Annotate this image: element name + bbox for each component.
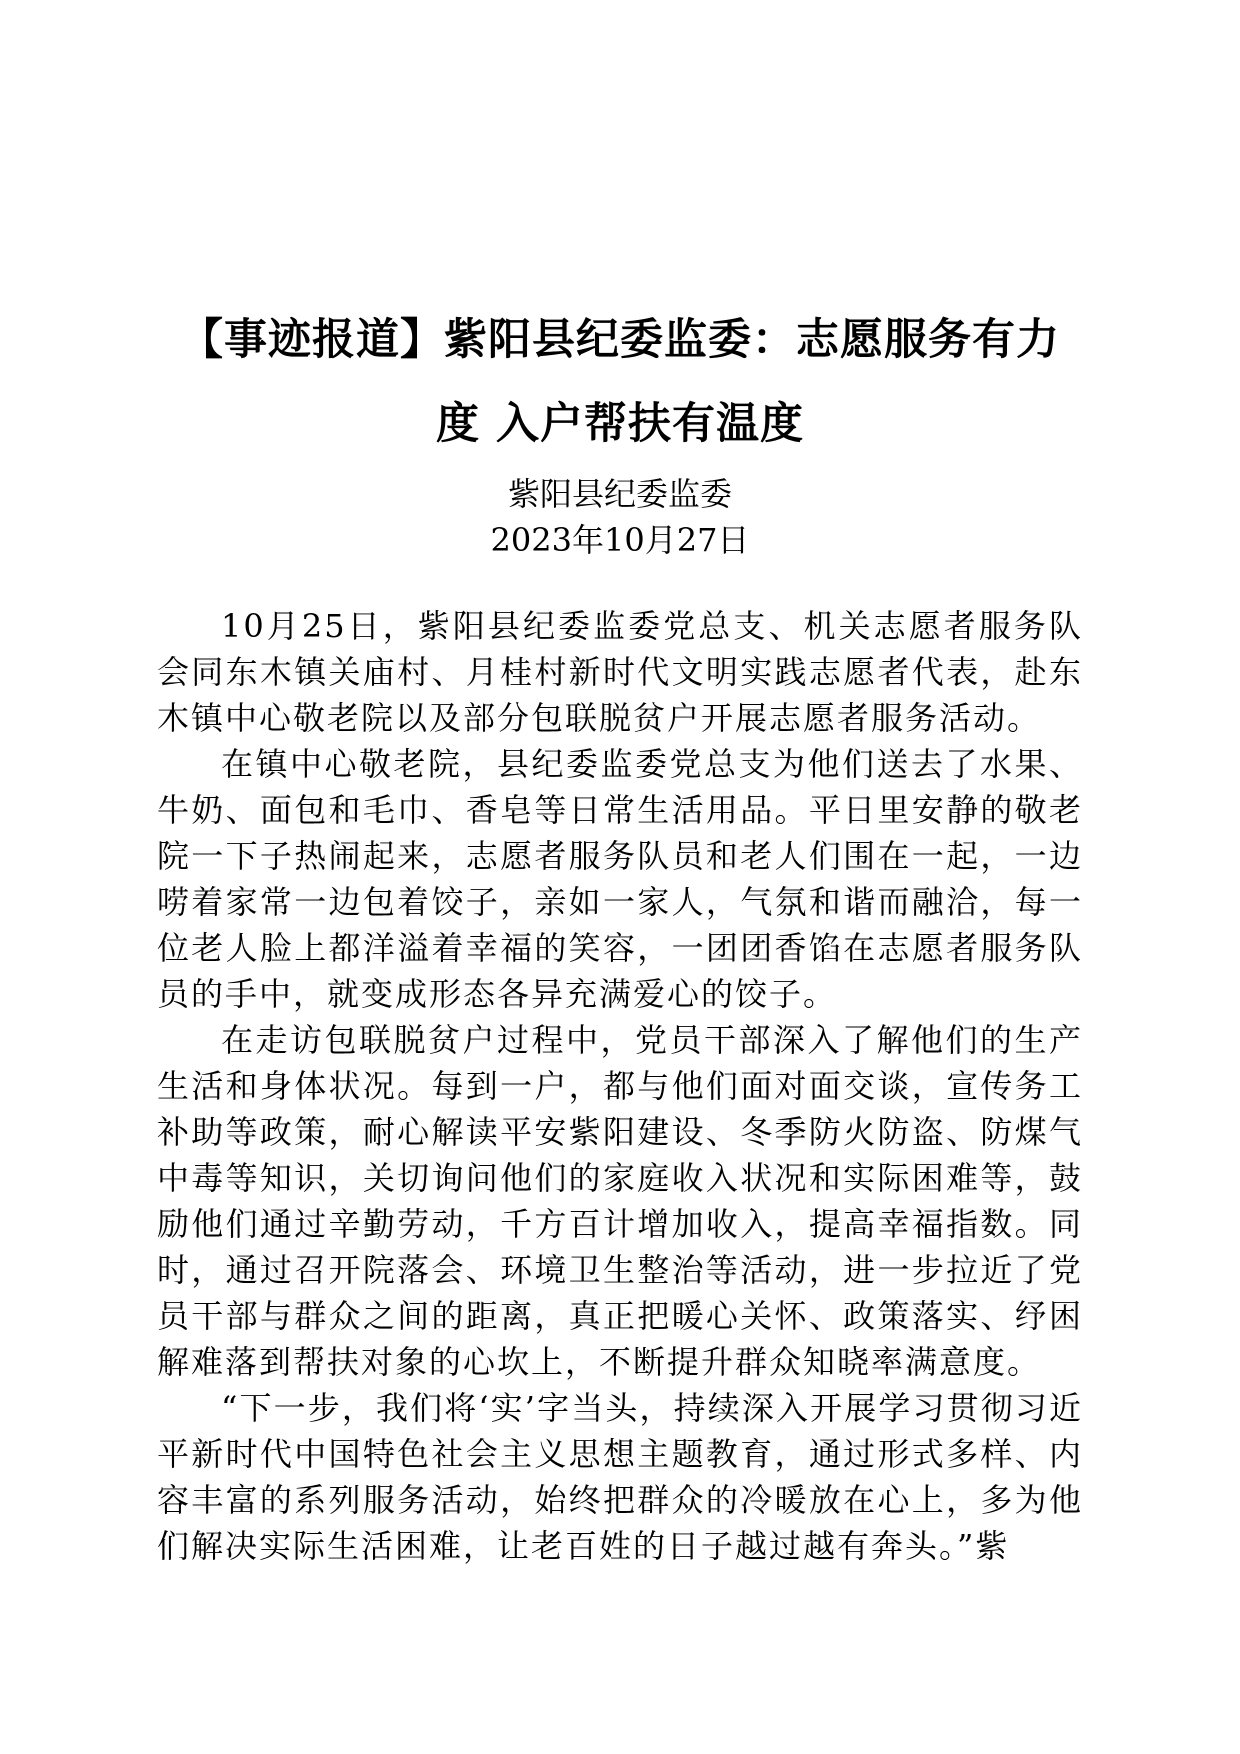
article-title-line-1: 【事迹报道】紫阳县纪委监委：志愿服务有力	[180, 315, 1060, 365]
article-title	[150, 298, 1090, 466]
article-title-line-2: 度 入户帮扶有温度	[436, 399, 804, 449]
article-author: 紫阳县纪委监委	[507, 475, 732, 513]
article-body	[157, 603, 1083, 1569]
article-date: 2023年10月27日	[490, 521, 750, 559]
body-paragraph: 在走访包联脱贫户过程中，党员干部深入了解他们的生产生活和身体状况。每到一户，都与他们面对面交谈，宣传务工补助等政策，耐心解读平安紫阳建设、冬季防火防盗、防煤气中毒等知识，关切询问他们的家庭收入状况和实际困难等，鼓励他们通过辛勤劳动，千方百计增加收入，提高幸福指数。同时，通过召开院落会、环境卫生整治等活动，进一步拉近了党员干部与群众之间的距离，真正把暖心关怀、政策落实、纾困解难落到帮扶对象的心坎上，不断提升群众知晓率满意度。	[157, 1021, 1083, 1381]
body-paragraph: 10月25日，紫阳县纪委监委党总支、机关志愿者服务队会同东木镇关庙村、月桂村新时代文明实践志愿者代表，赴东木镇中心敬老院以及部分包联脱贫户开展志愿者服务活动。	[157, 607, 1083, 737]
body-paragraph: “下一步，我们将‘实’字当头，持续深入开展学习贯彻习近平新时代中国特色社会主义思想主题教育，通过形式多样、内容丰富的系列服务活动，始终把群众的冷暖放在心上，多为他们解决实际生活困难，让老百姓的日子越过越有奔头。”紫	[157, 1389, 1083, 1565]
body-paragraph: 在镇中心敬老院，县纪委监委党总支为他们送去了水果、牛奶、面包和毛巾、香皂等日常生活用品。平日里安静的敬老院一下子热闹起来，志愿者服务队员和老人们围在一起，一边唠着家常一边包着饺子，亲如一家人，气氛和谐而融洽，每一位老人脸上都洋溢着幸福的笑容，一团团香馅在志愿者服务队员的手中，就变成形态各异充满爱心的饺子。	[157, 745, 1083, 1013]
